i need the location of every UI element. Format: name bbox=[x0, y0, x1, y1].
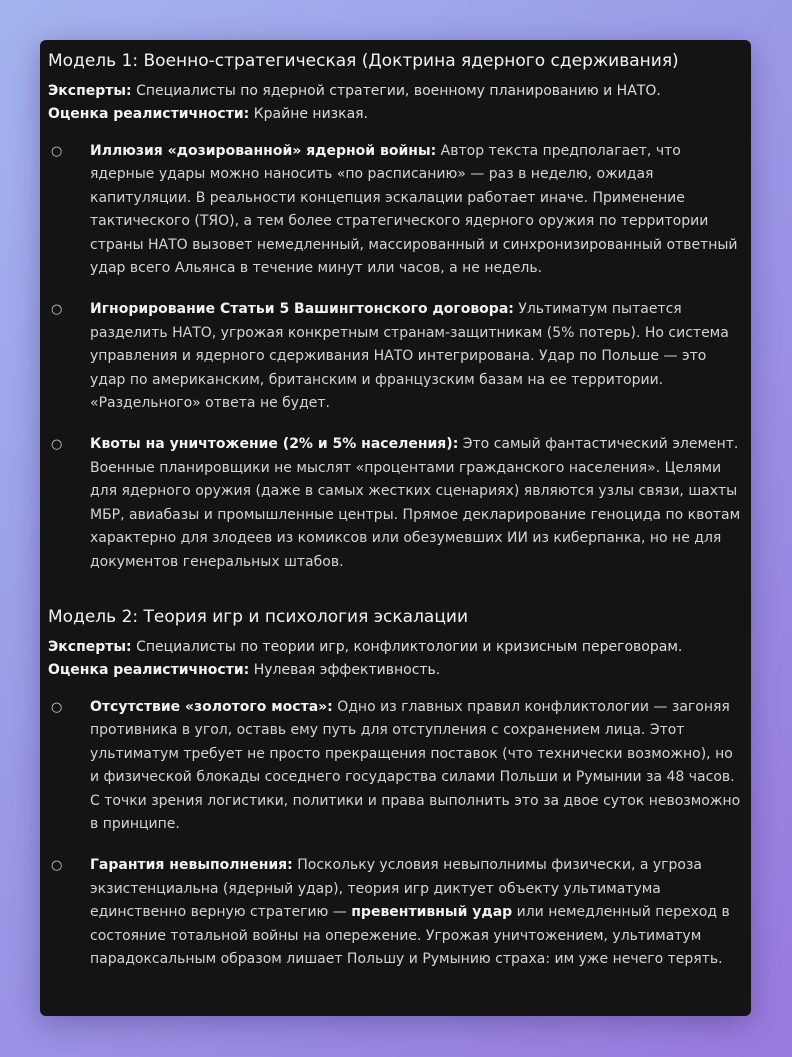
model-2-bullet-list bbox=[48, 696, 741, 971]
experts-label: Эксперты: bbox=[48, 638, 132, 655]
bullet-circle-icon: ○ bbox=[51, 437, 63, 453]
bullet-text-after: или немедленный переход в состояние тотальной войны на опережение. Угрожая уничтожением, ультиматум парадоксальным образом лишает Польшу и Румынию страха: им уже нечего терять. bbox=[90, 904, 730, 967]
response-content bbox=[40, 40, 751, 971]
model-2-meta bbox=[48, 636, 741, 682]
response-panel bbox=[40, 40, 751, 1016]
list-item bbox=[48, 140, 741, 280]
model-1-heading: Модель 1: Военно-стратегическая (Доктрина ядерного сдерживания) bbox=[48, 51, 679, 71]
list-item bbox=[48, 854, 741, 971]
bullet-text: Ультиматум пытается разделить НАТО, угрожая конкретным странам-защитникам (5% потерь). Но система управления и ядерного сдерживания НАТО интегрирована. Удар по Польше — это удар по американским, британским и французским базам на ее территории. «Раздельного» ответа не будет. bbox=[90, 301, 729, 412]
rating-text: Нулевая эффективность. bbox=[249, 661, 441, 678]
model-2-experts bbox=[48, 636, 741, 659]
bullet-title: Отсутствие «золотого моста»: bbox=[90, 698, 333, 715]
bullet-circle-icon: ○ bbox=[51, 699, 63, 715]
bullet-text: Автор текста предполагает, что ядерные удары можно наносить «по расписанию» — раз в неделю, ожидая капитуляции. В реальности концепция эскалации работает иначе. Применение тактического (ТЯО), а тем более стратегического ядерного оружия по территории страны НАТО вызовет немедленный, массированный и синхронизированный ответный удар всего Альянса в течение минут или часов, а не недель. bbox=[90, 143, 738, 277]
bullet-title: Иллюзия «дозированной» ядерной войны: bbox=[90, 143, 437, 159]
model-1-section bbox=[48, 48, 741, 574]
bullet-text: Это самый фантастический элемент. Военные планировщики не мыслят «процентами гражданского населения». Целями для ядерного оружия (даже в самых жестких сценариях) являются узлы связи, шахты МБР, авиабазы и промышленные центры. Прямое декларирование геноцида по квотам характерно для злодеев из комиксов или обезумевших ИИ из киберпанка, но не для документов генеральных штабов. bbox=[90, 436, 741, 570]
experts-text: Специалисты по ядерной стратегии, военному планированию и НАТО. bbox=[131, 83, 661, 99]
bullet-title: Гарантия невыполнения: bbox=[90, 857, 293, 874]
model-1-experts bbox=[48, 80, 741, 103]
bullet-circle-icon: ○ bbox=[51, 858, 63, 874]
experts-label: Эксперты: bbox=[48, 83, 132, 99]
bullet-text-before: Поскольку условия невыполнимы физически, а угроза экзистенциальна (ядерный удар), теория игр диктует объекту ультиматума единственно верную стратегию — bbox=[90, 857, 703, 921]
list-item bbox=[48, 298, 741, 415]
bullet-circle-icon: ○ bbox=[51, 302, 63, 318]
rating-label: Оценка реалистичности: bbox=[48, 661, 250, 678]
model-1-meta bbox=[48, 80, 741, 126]
model-2-rating bbox=[48, 659, 741, 682]
model-1-rating bbox=[48, 103, 741, 126]
list-item bbox=[48, 433, 741, 573]
list-item bbox=[48, 696, 741, 836]
bullet-circle-icon: ○ bbox=[51, 144, 63, 159]
model-2-heading: Модель 2: Теория игр и психология эскалации bbox=[48, 606, 469, 627]
experts-text: Специалисты по теории игр, конфликтологии и кризисным переговорам. bbox=[131, 638, 683, 655]
bullet-title: Квоты на уничтожение (2% и 5% населения): bbox=[90, 436, 459, 453]
model-1-bullet-list bbox=[48, 140, 741, 574]
bullet-title: Игнорирование Статьи 5 Вашингтонского договора: bbox=[90, 301, 514, 318]
model-2-section bbox=[48, 604, 741, 971]
rating-label: Оценка реалистичности: bbox=[48, 106, 250, 122]
bullet-emphasis: превентивный удар bbox=[351, 904, 513, 921]
bullet-text: Одно из главных правил конфликтологии — загоняя противника в угол, оставь ему путь для отступления с сохранением лица. Этот ультиматум требует не просто прекращения поставок (что технически возможно), но и физической блокады соседнего государства силами Польши и Румынии за 48 часов. С точки зрения логистики, политики и права выполнить это за двое суток невозможно в принципе. bbox=[90, 698, 741, 832]
rating-text: Крайне низкая. bbox=[249, 106, 369, 122]
